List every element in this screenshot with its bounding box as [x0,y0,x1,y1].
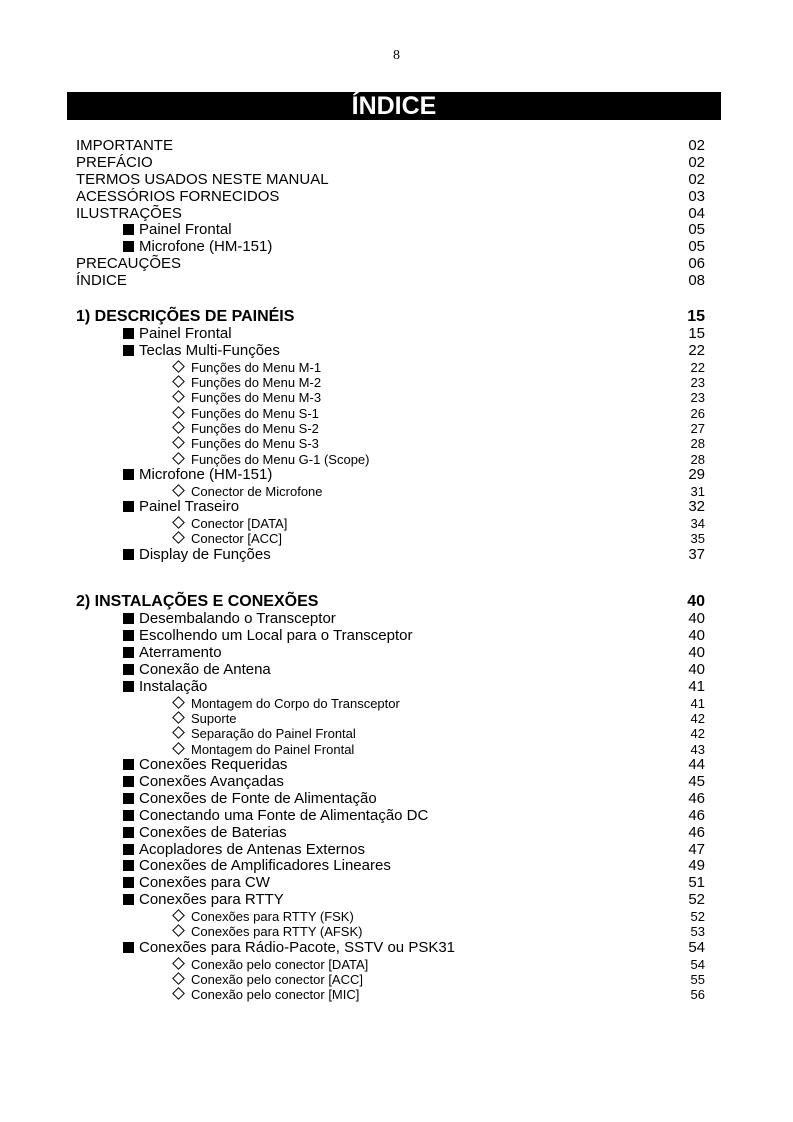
toc-entry [76,155,705,172]
toc-page-number: 40 [688,610,705,628]
toc-subentry [76,239,705,256]
toc-subentry [76,467,705,484]
diamond-outline-icon [172,391,185,404]
toc-label-text: Painel Frontal [139,325,232,343]
toc-label-text: Conexões para CW [139,874,270,892]
filled-square-icon [123,241,134,252]
toc-label-text: Conexões de Fonte de Alimentação [139,789,377,807]
toc-subentry [76,645,705,662]
toc-label [123,791,377,808]
toc-label [76,138,173,155]
toc-label-text: Conexões para RTTY (FSK) [191,909,354,925]
toc-page-number: 03 [688,187,705,205]
toc-page-number: 23 [690,375,705,391]
toc-subentry [76,892,705,909]
toc-label-text: ÍNDICE [76,272,127,290]
toc-page-number: 23 [690,390,705,406]
toc-label [76,256,181,273]
toc-label-text: Separação do Painel Frontal [191,726,356,742]
filled-square-icon [123,776,134,787]
toc-page-number: 53 [690,924,705,940]
toc-subsubentry [76,909,705,924]
toc-subentry [76,343,705,360]
toc-label-text: Conector [DATA] [191,515,288,531]
diamond-outline-icon [172,742,185,755]
toc-page-number: 34 [690,515,705,531]
toc-label-text: Conexão pelo conector [ACC] [191,971,363,987]
diamond-outline-icon [172,436,185,449]
toc-label-text: Funções do Menu M-2 [191,375,322,391]
toc-label-text: Funções do Menu M-3 [191,390,322,406]
toc-page-number: 15 [687,308,705,326]
toc-subsubentry [76,484,705,499]
toc-label [123,662,271,679]
toc-label [171,484,323,499]
filled-square-icon [123,942,134,953]
toc-subsubentry [76,406,705,421]
toc-subentry [76,499,705,516]
toc-label-text: Display de Funções [139,545,271,563]
toc-label [123,842,365,859]
toc-label [76,155,153,172]
diamond-outline-icon [172,972,185,985]
page-number: 8 [393,48,400,63]
toc-label [123,774,284,791]
toc-label [171,972,363,987]
toc-label-text: 2) INSTALAÇÕES E CONEXÕES [76,593,319,611]
diamond-outline-icon [172,360,185,373]
toc-subentry [76,757,705,774]
toc-label [76,206,182,223]
toc-label-text: PRECAUÇÕES [76,255,182,273]
toc-label-text: ILUSTRAÇÕES [76,204,182,222]
toc-page-number: 47 [688,840,705,858]
toc-page-number: 15 [688,325,705,343]
toc-page-number: 02 [688,137,705,154]
toc-subentry [76,662,705,679]
toc-label [171,421,319,436]
diamond-outline-icon [172,375,185,388]
toc-label [171,711,237,726]
toc-label [76,189,279,206]
toc-subentry [76,858,705,875]
toc-label-text: 1) DESCRIÇÕES DE PAINÉIS [76,308,295,326]
toc-label [123,467,272,484]
toc-page-number: 31 [690,483,705,499]
diamond-outline-icon [172,516,185,529]
toc-entry [76,256,705,273]
toc-label-text: Funções do Menu S-3 [191,436,319,452]
diamond-outline-icon [172,909,185,922]
toc-subentry [76,808,705,825]
toc-label [123,892,284,909]
toc-page-number: 45 [688,772,705,790]
toc-label [171,726,356,741]
toc-label-text: Conexão de Antena [139,661,271,679]
toc-label [76,273,127,290]
toc-page-number: 05 [688,221,705,239]
toc-label-text: Funções do Menu M-1 [191,359,322,375]
filled-square-icon [123,549,134,560]
toc-label-text: Conexões Avançadas [139,772,284,790]
diamond-outline-icon [172,987,185,1000]
toc-page-number: 28 [690,436,705,452]
toc-subentry [76,628,705,645]
toc-page-number: 52 [688,891,705,909]
toc-label [123,645,222,662]
toc-entry [76,189,705,206]
toc-subsubentry [76,726,705,741]
toc-label-text: Conexão pelo conector [DATA] [191,956,369,972]
toc-page-number: 42 [690,711,705,727]
toc-page-number: 06 [688,255,705,273]
toc-label [171,696,400,711]
toc-label-text: Microfone (HM-151) [139,238,273,256]
toc-label [171,531,282,546]
toc-label-text: Microfone (HM-151) [139,465,273,483]
filled-square-icon [123,844,134,855]
toc-label [123,757,287,774]
filled-square-icon [123,345,134,356]
toc-page-number: 05 [688,238,705,256]
filled-square-icon [123,860,134,871]
toc-page-number: 41 [690,695,705,711]
toc-page-number: 56 [690,987,705,1003]
toc-page-number: 40 [687,593,705,611]
toc-subsubentry [76,531,705,546]
toc-page-number: 27 [690,420,705,436]
toc-page-number: 46 [688,789,705,807]
toc-page-number: 37 [688,545,705,563]
toc-label-text: Conexões Requeridas [139,756,288,774]
toc-subsubentry [76,696,705,711]
filled-square-icon [123,328,134,339]
filled-square-icon [123,759,134,770]
toc-subentry [76,222,705,239]
filled-square-icon [123,681,134,692]
toc-label [171,516,287,531]
filled-square-icon [123,647,134,658]
filled-square-icon [123,827,134,838]
toc-label [76,172,329,189]
toc-label-text: Aterramento [139,644,222,662]
toc-label-text: Conector [ACC] [191,531,283,547]
filled-square-icon [123,613,134,624]
diamond-outline-icon [172,696,185,709]
toc-label-text: Conexões para RTTY [139,891,284,909]
toc-entry [76,273,705,290]
toc-page-number: 04 [688,204,705,222]
diamond-outline-icon [172,406,185,419]
toc-subsubentry [76,516,705,531]
toc-subentry [76,611,705,628]
toc-page-number: 54 [688,938,705,956]
toc-label [123,825,287,842]
toc-label-text: Montagem do Corpo do Transceptor [191,695,400,711]
toc-label [123,628,413,645]
diamond-outline-icon [172,452,185,465]
toc-label-text: Desembalando o Transceptor [139,610,336,628]
diamond-outline-icon [172,925,185,938]
toc-label-text: Suporte [191,711,237,727]
toc-entry [76,206,705,223]
toc-page-number: 35 [690,531,705,547]
toc-page-number: 32 [688,498,705,516]
toc-label-text: Funções do Menu S-2 [191,420,319,436]
filled-square-icon [123,793,134,804]
toc-page-number: 51 [688,874,705,892]
toc-label [123,858,391,875]
toc-page-number: 22 [690,359,705,375]
toc-label-text: Funções do Menu G-1 (Scope) [191,451,370,467]
toc-label-text: Conector de Microfone [191,483,323,499]
toc-label [171,452,369,467]
toc-page-number: 02 [688,153,705,171]
toc-label-text: Acopladores de Antenas Externos [139,840,365,858]
diamond-outline-icon [172,957,185,970]
toc-label [76,307,294,326]
toc-subentry [76,326,705,343]
toc-subsubentry [76,711,705,726]
diamond-outline-icon [172,727,185,740]
filled-square-icon [123,894,134,905]
toc-page-number: 44 [688,756,705,774]
toc-section [76,307,705,326]
toc-subsubentry [76,436,705,451]
toc-subsubentry [76,390,705,405]
toc-label-text: Teclas Multi-Funções [139,341,280,359]
toc-label [171,742,354,757]
toc-section [76,592,705,611]
toc-page-number: 46 [688,806,705,824]
toc-page-number: 55 [690,971,705,987]
toc-label [171,924,362,939]
page-title: ÍNDICE [67,92,721,120]
toc-label [123,499,239,516]
toc-label-text: Conexões para Rádio-Pacote, SSTV ou PSK31 [139,938,456,956]
toc-subentry [76,842,705,859]
filled-square-icon [123,877,134,888]
toc-label [123,611,336,628]
toc-label-text: IMPORTANTE [76,137,173,154]
toc-subsubentry [76,452,705,467]
toc-label [171,360,321,375]
toc-label [123,326,232,343]
toc-subsubentry [76,972,705,987]
toc-label [171,987,359,1002]
toc-label [123,875,270,892]
diamond-outline-icon [172,711,185,724]
toc-label [123,940,455,957]
toc-page-number: 40 [688,661,705,679]
diamond-outline-icon [172,531,185,544]
toc-page-number: 28 [690,451,705,467]
toc-page-number: 42 [690,726,705,742]
toc-label [171,436,319,451]
toc-page-number: 41 [688,678,705,695]
toc-label-text: Funções do Menu S-1 [191,405,319,421]
toc-label [123,239,272,256]
toc-page-number: 46 [688,823,705,841]
toc-label [123,808,428,825]
toc-subsubentry [76,924,705,939]
toc-subsubentry [76,421,705,436]
toc-entry [76,138,705,155]
toc-subentry [76,791,705,808]
toc-page-number: 40 [688,627,705,645]
toc-subentry [76,679,705,696]
toc-label [171,406,319,421]
filled-square-icon [123,630,134,641]
filled-square-icon [123,664,134,675]
toc-label [123,679,207,696]
toc-subsubentry [76,957,705,972]
toc-entry [76,172,705,189]
toc-label-text: Painel Traseiro [139,498,240,516]
toc-label-text: Conexão pelo conector [MIC] [191,987,360,1003]
toc-label-text: Instalação [139,678,208,695]
toc-label-text: Conexões para RTTY (AFSK) [191,924,363,940]
toc-label [123,222,232,239]
toc-page-number: 49 [688,857,705,875]
toc-label-text: TERMOS USADOS NESTE MANUAL [76,170,329,188]
filled-square-icon [123,501,134,512]
toc-page-number: 29 [688,465,705,483]
toc-subsubentry [76,360,705,375]
toc-label [76,592,318,611]
toc-subentry [76,940,705,957]
toc-label [171,909,354,924]
toc-label-text: Conexões de Amplificadores Lineares [139,857,391,875]
filled-square-icon [123,469,134,480]
toc-page-number: 22 [688,341,705,359]
toc-subentry [76,774,705,791]
toc-page-number: 43 [690,741,705,757]
toc-label-text: PREFÁCIO [76,153,153,171]
toc-page-number: 52 [690,909,705,925]
toc-label-text: Escolhendo um Local para o Transceptor [139,627,413,645]
toc-subsubentry [76,742,705,757]
table-of-contents [76,138,705,1002]
toc-label-text: Painel Frontal [139,221,232,239]
toc-page-number: 40 [688,644,705,662]
toc-label-text: Conexões de Baterias [139,823,287,841]
toc-page-number: 26 [690,405,705,421]
toc-label [171,375,321,390]
toc-page-number: 54 [690,956,705,972]
diamond-outline-icon [172,421,185,434]
toc-subsubentry [76,987,705,1002]
toc-subentry [76,547,705,564]
filled-square-icon [123,810,134,821]
diamond-outline-icon [172,484,185,497]
toc-subentry [76,825,705,842]
toc-label [171,957,368,972]
toc-page-number: 08 [688,272,705,290]
toc-label [123,343,280,360]
toc-label-text: Conectando uma Fonte de Alimentação DC [139,806,429,824]
toc-page-number: 02 [688,170,705,188]
toc-label-text: ACESSÓRIOS FORNECIDOS [76,187,280,205]
toc-subentry [76,875,705,892]
filled-square-icon [123,224,134,235]
toc-label [171,390,321,405]
toc-label-text: Montagem do Painel Frontal [191,741,355,757]
toc-subsubentry [76,375,705,390]
toc-label [123,547,271,564]
